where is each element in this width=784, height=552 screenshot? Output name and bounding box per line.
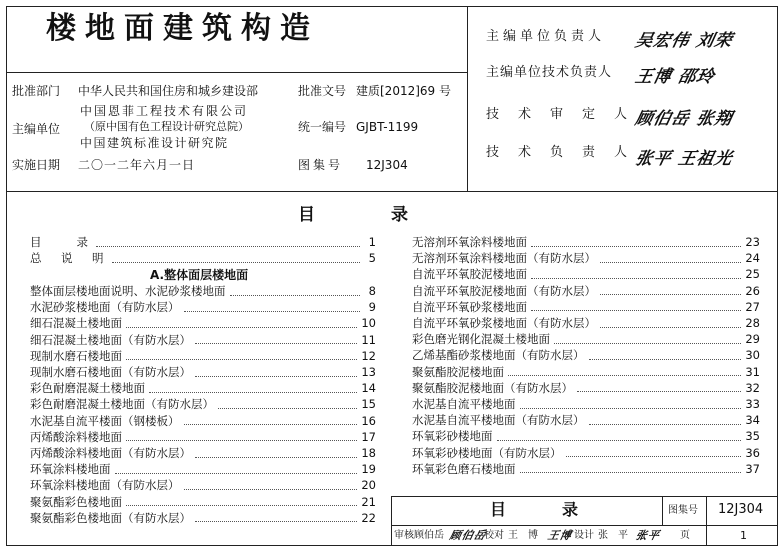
design-name: 张 平 xyxy=(598,530,628,541)
dot-leader xyxy=(520,472,742,473)
toc-entry[interactable] xyxy=(30,494,376,510)
review-name: 顾伯岳 xyxy=(414,530,444,541)
review-signature: 顾伯岳 xyxy=(448,529,488,542)
toc-entry-label: 自流平环氧胶泥楼地面 xyxy=(412,267,527,282)
toc-entry-label: 彩色耐磨混凝土楼地面（有防水层） xyxy=(30,397,214,412)
toc-entry-label: 环氧彩砂楼地面（有防水层） xyxy=(412,445,562,460)
toc-entry-page: 24 xyxy=(745,251,760,266)
toc-entry[interactable] xyxy=(30,396,376,412)
atlas-no-value: 12J304 xyxy=(366,158,408,172)
toc-entry-page: 26 xyxy=(745,283,760,298)
dot-leader xyxy=(566,456,742,457)
dot-leader xyxy=(589,359,742,360)
dot-leader xyxy=(195,457,357,458)
toc-entry-label: 整体面层楼地面说明、水泥砂浆楼地面 xyxy=(30,284,226,298)
toc-entry-page: 36 xyxy=(745,445,760,460)
responsible-role: 主编单位负责人 xyxy=(486,29,606,44)
dot-leader xyxy=(184,489,358,490)
toc-entry-label: 聚氨酯彩色楼地面（有防水层） xyxy=(30,510,191,525)
responsible-signature: 张平 王祖光 xyxy=(633,149,735,169)
responsible-signature: 顾伯岳 张翔 xyxy=(633,109,735,129)
dot-leader xyxy=(126,359,357,360)
toc-entry[interactable] xyxy=(30,445,376,461)
chief-unit-line2: （原中国有色工程设计研究总院） xyxy=(84,120,249,133)
unified-no-value: GJBT-1199 xyxy=(356,120,419,134)
page-label: 页 xyxy=(680,530,690,541)
toc-entry-page: 9 xyxy=(368,300,376,315)
toc-entry[interactable] xyxy=(412,315,760,331)
unified-no-label: 统一编号 xyxy=(298,120,347,134)
design-label: 设计 xyxy=(574,530,594,541)
toc-entry-label: 水泥基自流平楼地面 xyxy=(412,397,516,411)
impl-date-value: 二〇一二年六月一日 xyxy=(78,158,196,172)
dot-leader xyxy=(126,440,357,441)
toc-entry[interactable] xyxy=(30,315,376,331)
proof-label: 校对 xyxy=(484,530,504,541)
toc-entry-page: 15 xyxy=(361,397,376,412)
toc-entry[interactable] xyxy=(30,299,376,315)
toc-entry-label: 聚氨酯胶泥楼地面（有防水层） xyxy=(412,380,573,395)
proof-name: 王 博 xyxy=(508,530,538,541)
toc-entry[interactable] xyxy=(412,283,760,299)
toc-entry[interactable] xyxy=(412,396,760,412)
toc-entry-label: 丙烯酸涂料楼地面 xyxy=(30,429,122,444)
responsible-role: 技术审定人 xyxy=(486,107,647,122)
toc-entry[interactable] xyxy=(412,266,760,282)
atlas-label: 图集号 xyxy=(668,505,698,516)
toc-entry-label: 聚氨酯彩色楼地面 xyxy=(30,494,122,509)
dot-leader xyxy=(96,246,360,247)
dot-leader xyxy=(184,311,361,312)
design-signature: 张平 xyxy=(634,529,662,542)
dot-leader xyxy=(508,375,741,376)
toc-entry-page: 8 xyxy=(368,284,376,298)
toc-entry-label: 现制水磨石楼地面（有防水层） xyxy=(30,365,191,379)
toc-entry-page: 16 xyxy=(361,413,376,428)
dot-leader xyxy=(589,424,742,425)
responsible-signature: 王博 邵玲 xyxy=(633,67,717,87)
toc-entry-label: 彩色耐磨混凝土楼地面 xyxy=(30,381,145,396)
toc-entry[interactable] xyxy=(30,461,376,477)
toc-entry[interactable] xyxy=(412,364,760,380)
toc-entry[interactable] xyxy=(30,234,376,250)
toc-entry-label: 乙烯基酯砂浆楼地面（有防水层） xyxy=(412,348,585,363)
toc-entry-page: 21 xyxy=(361,494,376,509)
toc-entry[interactable] xyxy=(412,234,760,250)
toc-entry-page: 22 xyxy=(361,510,376,525)
toc-entry-page: 1 xyxy=(368,235,376,249)
responsible-role: 技术负责人 xyxy=(486,145,647,160)
toc-entry-label: 水泥基自流平楼地面（有防水层） xyxy=(412,413,585,428)
responsible-role: 主编单位技术负责人 xyxy=(486,65,613,80)
toc-entry[interactable] xyxy=(412,428,760,444)
toc-entry[interactable] xyxy=(30,429,376,445)
dot-leader xyxy=(497,440,742,441)
section-heading: A.整体面层楼地面 xyxy=(150,268,249,282)
toc-entry-page: 29 xyxy=(745,332,760,347)
dot-leader xyxy=(554,343,741,344)
toc-entry-label: 总 说 明 xyxy=(30,251,108,266)
toc-entry-label: 自流平环氧胶泥楼地面（有防水层） xyxy=(412,283,596,298)
toc-entry[interactable] xyxy=(30,250,376,266)
toc-entry[interactable] xyxy=(30,283,376,299)
dot-leader xyxy=(520,408,742,409)
dot-leader xyxy=(531,278,741,279)
toc-entry-label: 现制水磨石楼地面 xyxy=(30,348,122,363)
toc-entry[interactable] xyxy=(30,413,376,429)
dot-leader xyxy=(577,391,741,392)
toc-entry-label: 丙烯酸涂料楼地面（有防水层） xyxy=(30,446,191,460)
title-block-vline xyxy=(706,496,707,546)
title-block-divider xyxy=(391,525,778,526)
toc-entry[interactable] xyxy=(412,445,760,461)
dot-leader xyxy=(531,310,741,311)
dot-leader xyxy=(126,505,357,506)
title-block-name: 目 录 xyxy=(490,500,587,519)
toc-entry-page: 33 xyxy=(745,397,760,411)
toc-entry[interactable] xyxy=(30,364,376,380)
toc-entry-page: 31 xyxy=(745,364,760,379)
review-label: 审核 xyxy=(394,530,414,541)
toc-entry[interactable] xyxy=(30,477,376,493)
dot-leader xyxy=(195,376,357,377)
dot-leader xyxy=(115,473,358,474)
dot-leader xyxy=(112,262,361,263)
page-title: 楼地面建筑构造 xyxy=(46,11,319,46)
dot-leader xyxy=(195,521,357,522)
dot-leader xyxy=(600,262,741,263)
toc-entry-page: 34 xyxy=(745,413,760,428)
toc-entry[interactable] xyxy=(30,332,376,348)
title-block-vline xyxy=(662,496,663,525)
approval-dept-value: 中华人民共和国住房和城乡建设部 xyxy=(78,84,259,98)
toc-entry[interactable] xyxy=(412,347,760,363)
toc-entry[interactable] xyxy=(412,331,760,347)
dot-leader xyxy=(218,408,357,409)
toc-entry-label: 细石混凝土楼地面 xyxy=(30,316,122,331)
toc-entry-page: 5 xyxy=(368,251,376,266)
responsible-signature: 吴宏伟 刘荣 xyxy=(633,31,735,51)
dot-leader xyxy=(195,343,357,344)
header-title-divider xyxy=(6,72,468,73)
toc-entry-page: 14 xyxy=(361,381,376,396)
dot-leader xyxy=(230,295,361,296)
approval-doc-label: 批准文号 xyxy=(298,84,347,98)
toc-heading: 目 录 xyxy=(298,205,422,225)
toc-entry[interactable] xyxy=(412,299,760,315)
atlas-no-label: 图集号 xyxy=(298,158,344,172)
toc-entry-label: 自流平环氧砂浆楼地面 xyxy=(412,299,527,314)
toc-entry-label: 细石混凝土楼地面（有防水层） xyxy=(30,332,191,347)
toc-entry-label: 聚氨酯胶泥楼地面 xyxy=(412,364,504,379)
toc-entry-label: 无溶剂环氧涂料楼地面（有防水层） xyxy=(412,251,596,266)
toc-entry-label: 水泥基自流平楼面（钢楼板） xyxy=(30,413,180,428)
dot-leader xyxy=(184,424,358,425)
toc-entry-page: 37 xyxy=(745,461,760,476)
toc-entry-page: 27 xyxy=(745,299,760,314)
toc-entry-page: 25 xyxy=(745,267,760,282)
chief-unit-line3: 中国建筑标准设计研究院 xyxy=(80,136,229,150)
dot-leader xyxy=(600,294,741,295)
toc-entry-label: 环氧涂料楼地面 xyxy=(30,462,111,477)
toc-entry-label: 环氧彩色磨石楼地面 xyxy=(412,461,516,476)
toc-entry-label: 目 录 xyxy=(30,235,92,249)
toc-entry[interactable] xyxy=(412,250,760,266)
impl-date-label: 实施日期 xyxy=(12,158,61,172)
toc-entry-page: 35 xyxy=(745,429,760,444)
page-value: 1 xyxy=(740,529,747,542)
toc-entry-page: 28 xyxy=(745,316,760,330)
toc-entry[interactable] xyxy=(412,412,760,428)
toc-entry-page: 18 xyxy=(361,446,376,460)
toc-entry-page: 30 xyxy=(745,348,760,363)
dot-leader xyxy=(126,327,357,328)
toc-entry-page: 19 xyxy=(361,462,376,477)
toc-entry-label: 水泥砂浆楼地面（有防水层） xyxy=(30,300,180,315)
dot-leader xyxy=(149,392,357,393)
toc-entry-page: 20 xyxy=(361,478,376,493)
toc-entry[interactable] xyxy=(30,380,376,396)
toc-entry[interactable] xyxy=(30,348,376,364)
toc-entry-label: 彩色磨光钢化混凝土楼地面 xyxy=(412,332,550,347)
toc-entry-label: 环氧涂料楼地面（有防水层） xyxy=(30,478,180,493)
toc-entry-page: 32 xyxy=(745,380,760,395)
toc-entry-page: 11 xyxy=(361,332,376,347)
toc-entry-label: 环氧彩砂楼地面 xyxy=(412,429,493,444)
toc-entry-page: 13 xyxy=(361,365,376,379)
dot-leader xyxy=(600,327,741,328)
toc-entry-label: 无溶剂环氧涂料楼地面 xyxy=(412,235,527,249)
proof-signature: 王博 xyxy=(546,529,574,542)
toc-entry-page: 17 xyxy=(361,429,376,444)
toc-entry[interactable] xyxy=(412,461,760,477)
chief-unit-line1: 中国恩菲工程技术有限公司 xyxy=(80,104,249,118)
toc-entry-page: 12 xyxy=(361,348,376,363)
toc-entry-page: 23 xyxy=(745,235,760,249)
toc-entry[interactable] xyxy=(30,510,376,526)
toc-entry[interactable] xyxy=(412,380,760,396)
dot-leader xyxy=(531,246,741,247)
toc-entry-page: 10 xyxy=(361,316,376,331)
chief-unit-label: 主编单位 xyxy=(12,122,61,136)
atlas-value: 12J304 xyxy=(718,502,764,517)
approval-doc-value: 建质[2012]69 号 xyxy=(356,84,451,98)
toc-entry-label: 自流平环氧砂浆楼地面（有防水层） xyxy=(412,316,596,330)
approval-dept-label: 批准部门 xyxy=(12,84,61,98)
